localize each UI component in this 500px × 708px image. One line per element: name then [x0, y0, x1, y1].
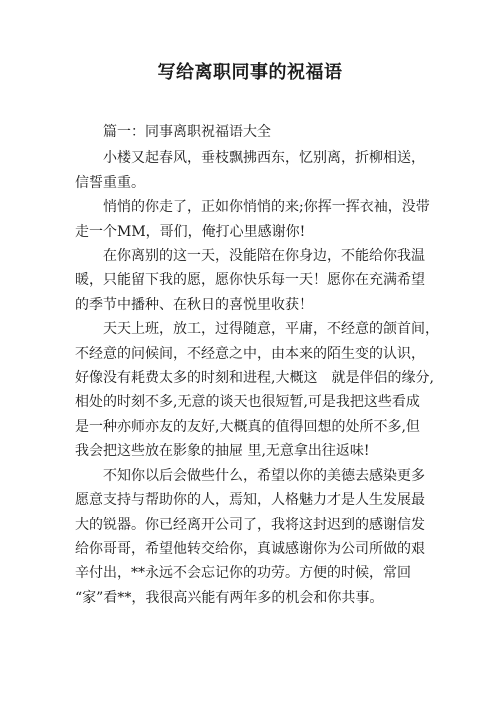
paragraph-line: 是一种亦师亦友的友好,大概真的值得回想的处所不多,但: [75, 418, 420, 435]
paragraph: [75, 146, 425, 195]
paragraph-line: 好像没有耗费太多的时刻和进程,大概这 就是伴侣的缘分,: [75, 370, 434, 387]
paragraph-line: 暖，只能留下我的愿，愿你快乐每一天！愿你在充满希望: [75, 272, 425, 289]
paragraph-line: 不经意的问候间，不经意之中，由本来的陌生变的认识，: [75, 345, 425, 362]
paragraph-line: 辛付出，**永远不会忘记你的功劳。方便的时候，常回: [75, 565, 411, 582]
paragraph-line: 天天上班，放工，过得随意，平庸，不经意的颌首间，: [103, 321, 439, 338]
document-title: 写给离职同事的祝福语: [157, 62, 343, 83]
paragraph: [75, 244, 425, 317]
paragraph-line: 悄悄的你走了，正如你悄悄的来;你挥一挥衣袖，没带: [103, 199, 430, 216]
paragraph-line: 我会把这些放在影象的抽屉 里,无意拿出往返味!: [75, 443, 370, 460]
paragraph-line: 小楼又起春风，垂枝飘拂西东，忆别离，折柳相送，: [103, 150, 425, 167]
paragraph: [75, 317, 439, 463]
paragraph-line: 走一个MM，哥们，俺打心里感谢你!: [75, 223, 306, 240]
paragraph-line: 不知你以后会做些什么，希望以你的美德去感染更多: [103, 467, 425, 484]
paragraph-line: 信誓重重。: [75, 174, 145, 191]
paragraph-line: 大的锐器。你已经离开公司了，我将这封迟到的感谢信发: [75, 516, 425, 533]
document-body: [75, 120, 439, 610]
paragraph-line: 在你离别的这一天，没能陪在你身边，不能给你我温: [103, 248, 425, 265]
paragraph-line: 愿意支持与帮助你的人，焉知，人格魅力才是人生发展最: [75, 492, 425, 509]
paragraph-line: 相处的时刻不多,无意的谈天也很短暂,可是我把这些看成: [75, 394, 420, 411]
paragraph-line: “家”看**，我很高兴能有两年多的机会和你共事。: [75, 589, 384, 606]
paragraph: [75, 195, 430, 244]
section-heading: 篇一：同事离职祝福语大全: [103, 124, 271, 140]
paragraph-line: 的季节中播种、在秋日的喜悦里收获！: [75, 296, 313, 313]
paragraph: [75, 464, 425, 610]
paragraph-line: 给你哥哥，希望他转交给你，真诚感谢你为公司所做的艰: [75, 540, 425, 557]
